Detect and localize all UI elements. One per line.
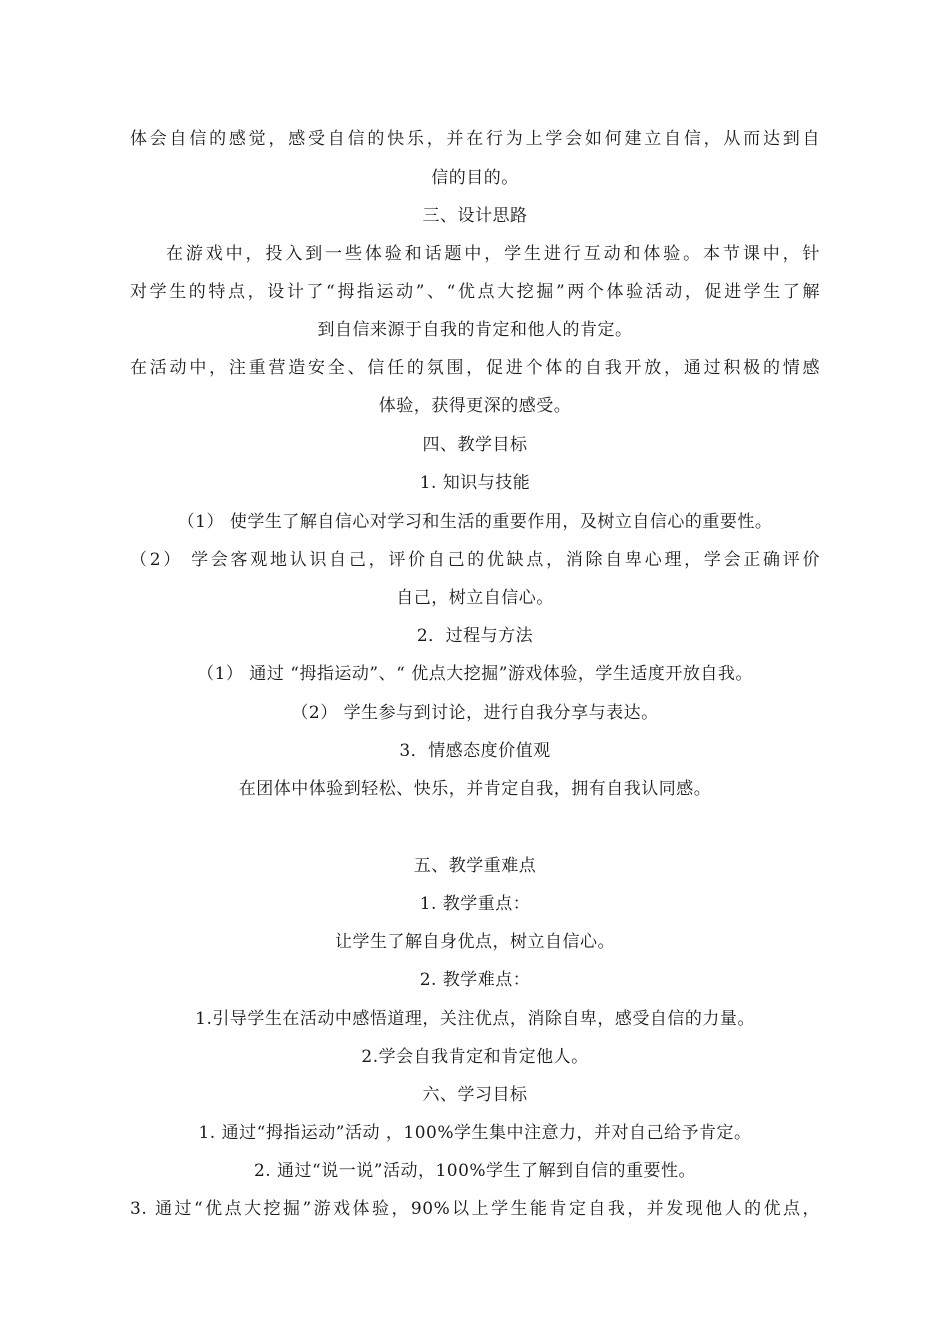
- paragraph-line: 在游戏中，投入到一些体验和话题中，学生进行互动和体验。本节课中，针: [166, 244, 820, 264]
- paragraph-line: 信的目的。: [431, 168, 519, 188]
- list-item: 1. 通过“拇指运动”活动 ，100%学生集中注意力，并对自己给予肯定。: [198, 1123, 752, 1143]
- paragraph-line: 让学生了解自身优点，树立自信心。: [335, 932, 615, 952]
- subsection-heading: 1. 教学重点：: [419, 894, 531, 914]
- subsection-heading: 1. 知识与技能: [419, 473, 531, 493]
- section-heading: 三、设计思路: [422, 206, 528, 226]
- list-item-continuation: 自己，树立自信心。: [396, 588, 554, 608]
- paragraph-line: 2.学会自我肯定和肯定他人。: [361, 1047, 589, 1067]
- paragraph-line: 到自信来源于自我的肯定和他人的肯定。: [317, 320, 633, 340]
- paragraph-line: 体验，获得更深的感受。: [378, 396, 572, 416]
- paragraph-line: 体会自信的感觉，感受自信的快乐，并在行为上学会如何建立自信，从而达到自: [130, 129, 820, 149]
- list-item: （2） 学生参与到讨论，进行自我分享与表达。: [291, 703, 659, 723]
- paragraph-line: 在活动中，注重营造安全、信任的氛围，促进个体的自我开放，通过积极的情感: [130, 358, 820, 378]
- section-heading: 六、学习目标: [422, 1085, 528, 1105]
- list-item: 3. 通过“优点大挖掘”游戏体验，90%以上学生能肯定自我，并发现他人的优点，: [130, 1199, 820, 1219]
- subsection-heading: 2．过程与方法: [416, 626, 534, 646]
- section-heading: 四、教学目标: [422, 435, 528, 455]
- list-item: （2） 学会客观地认识自己，评价自己的优缺点，消除自卑心理，学会正确评价: [130, 550, 820, 570]
- subsection-heading: 3．情感态度价值观: [399, 741, 551, 761]
- subsection-heading: 2. 教学难点：: [419, 970, 531, 990]
- section-heading: 五、教学重难点: [413, 856, 537, 876]
- paragraph-line: 在团体中体验到轻松、快乐，并肯定自我，拥有自我认同感。: [238, 779, 712, 799]
- paragraph-line: 对学生的特点，设计了“拇指运动”、“优点大挖掘”两个体验活动，促进学生了解: [130, 282, 820, 302]
- list-item: （1） 使学生了解自信心对学习和生活的重要作用，及树立自信心的重要性。: [177, 512, 773, 532]
- paragraph-line: 1.引导学生在活动中感悟道理，关注优点，消除自卑，感受自信的力量。: [195, 1009, 755, 1029]
- list-item: （1） 通过 “拇指运动”、“ 优点大挖掘”游戏体验，学生适度开放自我。: [197, 664, 753, 684]
- list-item: 2. 通过“说一说”活动，100%学生了解到自信的重要性。: [253, 1161, 697, 1181]
